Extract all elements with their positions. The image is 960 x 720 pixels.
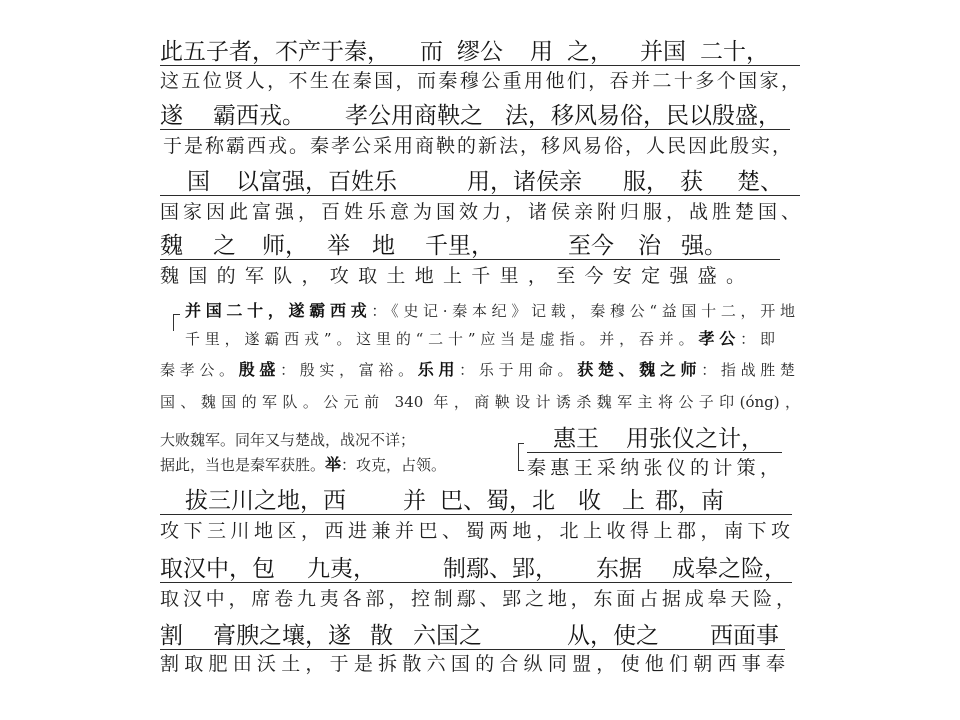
original-text: 国 [187, 169, 210, 195]
original-line [0, 40, 960, 68]
original-text: 成皋之险， [672, 556, 787, 582]
note-line [185, 329, 775, 349]
original-text: 从，使之 [567, 623, 659, 649]
translation-line: 割取肥田沃土，于是拆散六国的合纵同盟，使他们朝西事奉 [160, 653, 785, 675]
note-text: 秦孝公。 [160, 361, 239, 379]
original-text: 上 [622, 488, 645, 514]
original-text: 而 [420, 39, 443, 65]
note-line [185, 301, 795, 321]
note-bracket [173, 314, 180, 331]
original-text: 九夷， [307, 556, 376, 582]
original-text: 收 [578, 488, 601, 514]
underline [527, 452, 782, 453]
original-line [0, 170, 960, 198]
note-text: ：《史记·秦本纪》记载，秦穆公“益国十二，开地 [371, 302, 795, 320]
original-text: 师， [262, 233, 308, 259]
note-text: ：攻克，占领。 [341, 456, 447, 474]
original-text: 举 [327, 233, 350, 259]
note-term: 获楚、魏之师 [577, 360, 702, 379]
underline [160, 582, 792, 583]
note-line [160, 392, 800, 412]
note-term: 举 [325, 455, 342, 474]
original-text: 巴、蜀，北 [440, 488, 555, 514]
original-text: 二十， [700, 39, 769, 65]
original-text: 割 [160, 623, 183, 649]
note-text: 大败魏军。同年又与楚战，战况不详； [160, 431, 416, 449]
original-text: 拔三川之地，西 [185, 488, 346, 514]
original-text: 取汉中，包 [160, 556, 275, 582]
note-text: ：乐于用命。 [459, 361, 578, 379]
original-text: 惠王 [553, 426, 599, 452]
note-line [160, 455, 510, 475]
original-text: 获 [680, 169, 703, 195]
note-term: 乐用 [417, 360, 460, 379]
original-text: 以富强，百姓乐 [236, 169, 397, 195]
original-text: 用张仪之计， [626, 426, 764, 452]
original-line [0, 234, 960, 262]
original-text: 楚、 [737, 169, 783, 195]
note-text: ：殷实，富裕。 [280, 361, 418, 379]
original-text: 千里， [425, 233, 494, 259]
original-text: 魏 [160, 233, 183, 259]
translation-line: 攻下三川地区，西进兼并巴、蜀两地，北上收得上郡，南下攻 [160, 520, 790, 542]
translation-line: 国家因此富强，百姓乐意为国效力，诸侯亲附归服，战胜楚国、 [160, 201, 800, 223]
original-text: 服， [623, 169, 669, 195]
original-text: 用，诸侯亲 [467, 169, 582, 195]
original-text: 缪公 [457, 39, 503, 65]
note-text: 千里，遂霸西戎”。这里的“二十”应当是虚指。并，吞并。 [185, 330, 699, 348]
translation-line: 取汉中，席卷九夷各部，控制鄢、郢之地，东面占据成皋天险， [160, 588, 795, 610]
note-term: 孝公 [698, 329, 741, 348]
original-line [0, 489, 960, 517]
original-line [0, 427, 960, 455]
original-text: 此五子者，不产于秦， [160, 39, 390, 65]
original-text: 六国之 [413, 623, 482, 649]
original-line [0, 624, 960, 652]
underline [160, 649, 785, 650]
underline [160, 65, 800, 66]
original-text: 之 [213, 233, 236, 259]
original-text: 至今 [568, 233, 614, 259]
underline [160, 514, 792, 515]
original-text: 孝公用商鞅之 [345, 103, 483, 129]
original-text: 膏腴之壤，遂 [213, 623, 351, 649]
note-text: 据此，当也是秦军获胜。 [160, 456, 326, 474]
original-text: 制鄢、郢， [443, 556, 558, 582]
note-term: 殷盛 [238, 360, 281, 379]
original-text: 西面事 [710, 623, 779, 649]
note-term: 并国二十，遂霸西戎 [185, 301, 372, 320]
original-text: 之， [567, 39, 613, 65]
translation-line: 这五位贤人，不生在秦国，而秦穆公重用他们，吞并二十多个国家， [160, 70, 800, 92]
original-text: 东据 [596, 556, 642, 582]
note-text: 国、魏国的军队。公元前 340 年，商鞅设计诱杀魏军主将公子印(óng)， [160, 393, 800, 411]
translation-line: 于是称霸西戎。秦孝公采用商鞅的新法，移风易俗，人民因此殷实， [163, 135, 791, 157]
original-text: 郡，南 [655, 488, 724, 514]
translation-line: 魏国的军队，攻取土地上千里，至今安定强盛。 [160, 265, 745, 287]
original-text: 霸西戎。 [213, 103, 305, 129]
original-line [0, 557, 960, 585]
note-text: ：即 [740, 330, 775, 348]
underline [160, 195, 800, 196]
original-text: 并 [403, 488, 426, 514]
underline [160, 129, 790, 130]
translation-line: 秦惠王采纳张仪的计策， [527, 457, 779, 479]
original-text: 并国 [640, 39, 686, 65]
original-line [0, 104, 960, 132]
note-line [160, 360, 795, 380]
original-text: 用 [530, 39, 553, 65]
original-text: 散 [370, 623, 393, 649]
original-text: 法，移风易俗，民以殷盛， [505, 103, 781, 129]
original-text: 强。 [681, 233, 727, 259]
note-text: ：指战胜楚 [701, 361, 795, 379]
original-text: 治 [638, 233, 661, 259]
original-text: 遂 [160, 103, 183, 129]
underline [160, 259, 780, 260]
original-text: 地 [372, 233, 395, 259]
